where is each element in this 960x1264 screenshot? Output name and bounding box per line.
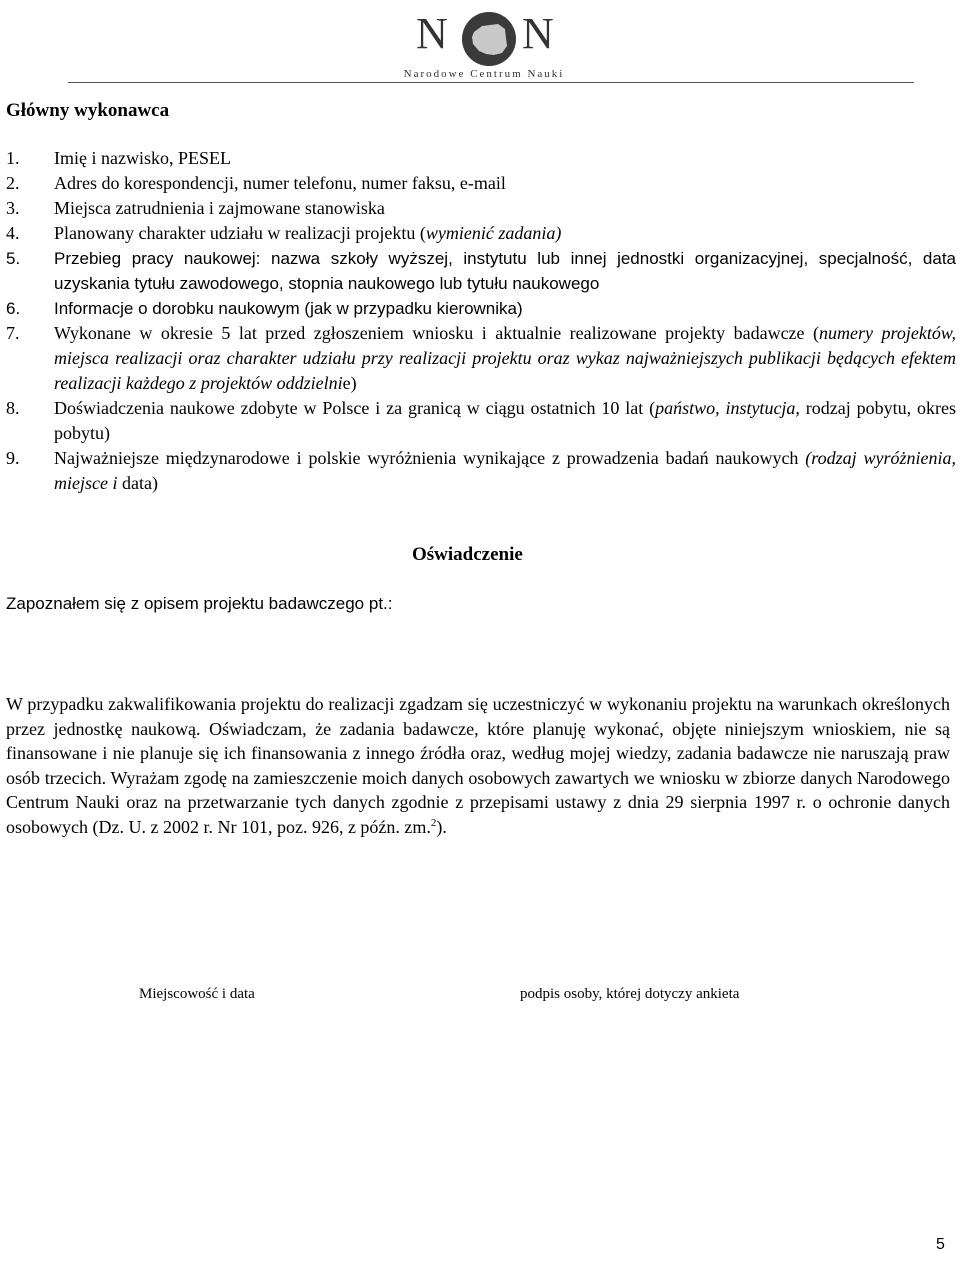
list-item bbox=[6, 171, 956, 196]
page-number: 5 bbox=[936, 1236, 945, 1253]
logo-subtitle: Narodowe Centrum Nauki bbox=[403, 68, 565, 80]
acknowledgement-text: Zapoznałem się z opisem projektu badawczego pt.: bbox=[6, 594, 393, 613]
list-item-number: 1. bbox=[6, 148, 20, 168]
requirements-list bbox=[6, 146, 956, 496]
list-item-number: 3. bbox=[6, 198, 20, 218]
list-item-text: Miejsca zatrudnienia i zajmowane stanowiska bbox=[54, 198, 385, 218]
poland-map-icon bbox=[460, 10, 518, 68]
logo-letter-left: N bbox=[416, 9, 448, 58]
list-item-italic: państwo, instytucja, bbox=[655, 398, 800, 418]
list-item-italic: numery projektów, miejsca realizacji oraz charakter udziału przy realizacji projektu oraz wykaz najważniejszych publikacji będących efektem realizacji każdego z projektów oddzielni bbox=[54, 323, 956, 393]
page-header bbox=[0, 0, 960, 90]
list-item bbox=[6, 446, 956, 496]
signature-place-date-label: Miejscowość i data bbox=[139, 986, 255, 1002]
list-item-number: 6. bbox=[6, 299, 21, 318]
list-item-text: Adres do korespondencji, numer telefonu, numer faksu, e-mail bbox=[54, 173, 506, 193]
list-item-tail: rodzaj pobytu, okres pobytu) bbox=[54, 398, 957, 443]
list-item-number: 9. bbox=[6, 448, 20, 468]
list-item bbox=[6, 321, 956, 396]
list-item-italic: wymienić zadania) bbox=[425, 223, 562, 243]
list-item-text: Planowany charakter udziału w realizacji projektu ( bbox=[54, 223, 426, 243]
list-item bbox=[6, 246, 956, 296]
logo-letter-right: N bbox=[522, 9, 554, 58]
list-item-text: Doświadczenia naukowe zdobyte w Polsce i za granicą w ciągu ostatnich 10 lat ( bbox=[54, 398, 656, 418]
list-item bbox=[6, 296, 956, 321]
list-item-tail: e) bbox=[342, 373, 357, 393]
declaration-text: W przypadku zakwalifikowania projektu do realizacji zgadzam się uczestniczyć w wykonaniu projektu na warunkach określonych przez jednostkę naukową. Oświadczam, że zadania badawcze, które planuję wykonać, objęte niniejszym wnioskiem, nie są finansowane i nie planuje się ich finansowania z innego źródła oraz, według mojej wiedzy, zadania badawcze nie naruszają praw osób trzecich. Wyrażam zgodę na zamieszczenie moich danych osobowych zawartych we wniosku w zbiorze danych Narodowego Centrum Nauki oraz na przetwarzanie tych danych zgodnie z przepisami ustawy z dnia 29 sierpnia 1997 r. o ochronie danych osobowych (Dz. U. z 2002 r. Nr 101, poz. 926, z późn. zm. bbox=[6, 694, 950, 837]
list-item bbox=[6, 146, 956, 171]
list-item bbox=[6, 396, 956, 446]
footnote-marker: 2 bbox=[430, 816, 437, 829]
list-item bbox=[6, 196, 956, 221]
declaration-paragraph bbox=[6, 692, 950, 840]
declaration-end: ). bbox=[436, 816, 447, 837]
section-title: Główny wykonawca bbox=[6, 100, 170, 121]
list-item-text: Imię i nazwisko, PESEL bbox=[54, 148, 231, 168]
list-item-italic: (rodzaj wyróżnienia, miejsce i bbox=[54, 448, 956, 493]
list-item-tail: data) bbox=[117, 473, 158, 493]
declaration-title: Oświadczenie bbox=[412, 544, 523, 565]
list-item-number: 4. bbox=[6, 223, 20, 243]
list-item bbox=[6, 221, 956, 246]
list-item-number: 2. bbox=[6, 173, 20, 193]
signature-person-label: podpis osoby, której dotyczy ankieta bbox=[520, 986, 740, 1002]
list-item-text: Informacje o dorobku naukowym (jak w przypadku kierownika) bbox=[54, 299, 523, 318]
list-item-number: 8. bbox=[6, 398, 20, 418]
ncn-logo bbox=[403, 8, 590, 80]
header-divider bbox=[68, 82, 914, 83]
list-item-text: Najważniejsze międzynarodowe i polskie wyróżnienia wynikające z prowadzenia badań naukowych bbox=[54, 448, 806, 468]
list-item-number: 7. bbox=[6, 323, 20, 343]
list-item-number: 5. bbox=[6, 249, 21, 268]
list-item-text: Wykonane w okresie 5 lat przed zgłoszeniem wniosku i aktualnie realizowane projekty badawcze ( bbox=[54, 323, 820, 343]
list-item-text: Przebieg pracy naukowej: nazwa szkoły wyższej, instytutu lub innej jednostki organizacyjnej, specjalność, data uzyskania tytułu zawodowego, stopnia naukowego lub tytułu naukowego bbox=[54, 249, 956, 293]
